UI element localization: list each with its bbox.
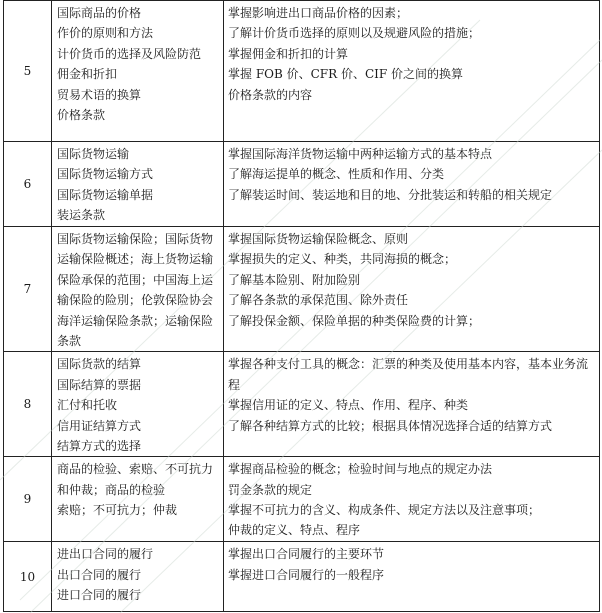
content-line: 装运条款 (57, 208, 106, 223)
content-line: 进出口合同的履行 (57, 547, 154, 562)
course-content-cell (52, 352, 224, 457)
objective-line: 掌握影响进出口商品价格的因素； (228, 6, 409, 20)
content-line: 运输保险概述；海上货物运输 (57, 252, 214, 267)
objective-line: 掌握国际海洋货物运输中两种运输方式的基本特点 (228, 147, 493, 161)
content-line: 信用证结算方式 (57, 418, 142, 433)
content-line: 作价的原则和方法 (57, 26, 154, 41)
table-row (4, 542, 600, 612)
objectives-cell (224, 542, 600, 612)
objective-line: 程 (228, 377, 241, 392)
objective-line: 了解投保金额、保险单据的种类保险费的计算； (228, 313, 481, 328)
objective-line: 了解各种结算方式的比较；根据具体情况选择合适的结算方式 (228, 418, 553, 433)
objective-line: 掌握 FOB 价、CFR 价、CIF 价之间的换算 (228, 67, 464, 82)
objectives-cell (224, 1, 600, 142)
content-line: 和仲裁；商品的检验 (57, 482, 166, 497)
content-line: 保险承保的范围；中国海上运 (57, 272, 214, 287)
content-line: 佣金和折扣 (57, 67, 118, 82)
table-row (4, 352, 600, 457)
objective-line: 了解基本险别、附加险别 (228, 272, 361, 287)
row-number: 10 (4, 542, 52, 612)
objective-line: 掌握出口合同履行的主要环节 (228, 547, 385, 562)
objectives-cell (224, 457, 600, 542)
objective-line: 掌握信用证的定义、特点、作用、程序、种类 (228, 398, 469, 413)
course-content-cell (52, 227, 224, 352)
content-line: 商品的检验、索赔、不可抗力 (57, 462, 214, 477)
objective-line: 了解海运提单的概念、性质和作用、分类 (228, 167, 445, 182)
objective-line: 了解各条款的承保范围、除外责任 (228, 293, 409, 308)
content-line: 国际货物运输保险；国际货物 (57, 232, 214, 246)
content-line: 国际结算的票据 (57, 377, 142, 392)
content-line: 国际货物运输方式 (57, 167, 154, 182)
content-line: 价格条款 (57, 107, 106, 122)
content-line: 国际货物运输单据 (57, 187, 154, 202)
content-line: 国际商品的价格 (57, 6, 142, 20)
objective-line: 罚金条款的规定 (228, 482, 313, 497)
objective-line: 了解装运时间、装运地和目的地、分批装运和转船的相关规定 (228, 187, 553, 202)
table-row (4, 457, 600, 542)
course-content-cell (52, 1, 224, 142)
table-row (4, 227, 600, 352)
content-line: 结算方式的选择 (57, 438, 142, 453)
content-line: 海洋运输保险条款；运输保险 (57, 313, 214, 328)
row-number: 9 (4, 457, 52, 542)
table-row (4, 1, 600, 142)
content-line: 出口合同的履行 (57, 567, 142, 582)
objectives-cell (224, 142, 600, 227)
content-line: 计价货币的选择及风险防范 (57, 46, 202, 61)
objective-line: 掌握各种支付工具的概念：汇票的种类及使用基本内容，基本业务流 (228, 357, 589, 372)
content-line: 国际货款的结算 (57, 357, 142, 372)
objective-line: 掌握进口合同履行的一般程序 (228, 567, 385, 582)
row-number: 6 (4, 142, 52, 227)
syllabus-table (3, 0, 600, 612)
objective-line: 仲裁的定义、特点、程序 (228, 523, 361, 538)
objective-line: 价格条款的内容 (228, 87, 313, 102)
content-line: 贸易术语的换算 (57, 87, 142, 102)
table-row (4, 142, 600, 227)
content-line: 输保险的险別；伦敦保险协会 (57, 293, 214, 308)
objective-line: 掌握不可抗力的含义、构成条件、规定方法以及注意事项； (228, 503, 541, 518)
row-number: 7 (4, 227, 52, 352)
content-line: 汇付和托收 (57, 398, 118, 413)
content-line: 索赔；不可抗力；仲裁 (57, 503, 178, 518)
objective-line: 掌握损失的定义、种类，共同海损的概念； (228, 252, 457, 267)
content-line: 国际货物运输 (57, 147, 130, 161)
content-line: 进口合同的履行 (57, 588, 142, 603)
row-number: 5 (4, 1, 52, 142)
objective-line: 掌握国际货物运输保险概念、原则 (228, 232, 409, 246)
objective-line: 掌握商品检验的概念；检验时间与地点的规定办法 (228, 462, 493, 477)
course-content-cell (52, 142, 224, 227)
course-content-cell (52, 457, 224, 542)
objective-line: 了解计价货币选择的原则以及规避风险的措施； (228, 26, 481, 41)
content-line: 条款 (57, 333, 82, 348)
objectives-cell (224, 227, 600, 352)
row-number: 8 (4, 352, 52, 457)
course-content-cell (52, 542, 224, 612)
objectives-cell (224, 352, 600, 457)
objective-line: 掌握佣金和折扣的计算 (228, 46, 349, 61)
